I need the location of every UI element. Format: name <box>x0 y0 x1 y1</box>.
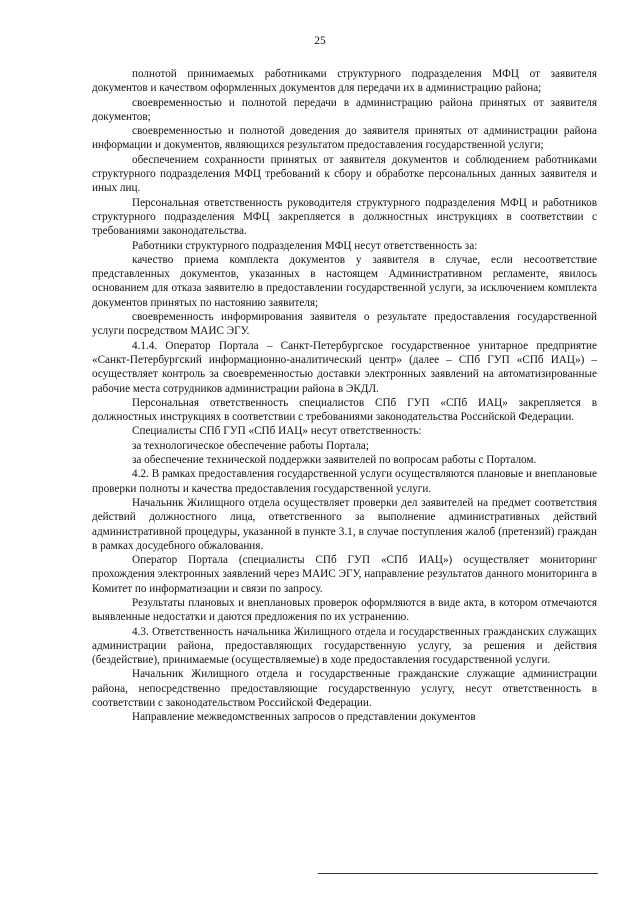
paragraph: 4.3. Ответственность начальника Жилищного отдела и государственных гражданских служащих администрации района, предоставляющих государственную услугу, за решения и действия (бездействие), принимаемые (осуществляемые) в ходе предоставления государственной услуги. <box>92 625 597 667</box>
paragraph: своевременность информирования заявителя о результате предоставления государственной услуги посредством МАИС ЭГУ. <box>92 311 597 338</box>
paragraph: Специалисты СПб ГУП «СПб ИАЦ» несут ответственность: <box>132 425 422 438</box>
document-body <box>92 67 597 725</box>
paragraph: Персональная ответственность руководителя структурного подразделения МФЦ и работников структурного подразделения МФЦ закрепляется в должностных инструкциях в соответствии с требованиями законодательства. <box>92 196 597 238</box>
paragraph: Результаты плановых и внеплановых проверок оформляются в виде акта, в котором отмечаются выявленные недостатки и даются предложения по их устранению. <box>92 596 597 624</box>
paragraph: 4.1.4. Оператор Портала – Санкт-Петербургское государственное унитарное предприятие «Санкт-Петербургский информационно-аналитический центр» (далее – СПб ГУП «СПб ИАЦ») – осуществляет контроль за своевременностью доставки электронных заявлений на автоматизированные рабочие места сотрудников администрации района в ЭКДЛ. <box>92 339 597 395</box>
paragraph: своевременностью и полнотой доведения до заявителя принятых от администрации района информации и документов, являющихся результатом предоставления государственной услуги; <box>92 125 597 152</box>
paragraph: обеспечением сохранности принятых от заявителя документов и соблюдением работниками структурного подразделения МФЦ требований к сбору и обработке персональных данных заявителя и иных лиц. <box>92 153 597 195</box>
paragraph: за обеспечение технической поддержки заявителей по вопросам работы с Порталом. <box>132 454 537 467</box>
footer-divider <box>318 873 598 874</box>
paragraph: полнотой принимаемых работниками структурного подразделения МФЦ от заявителя документов и качеством оформленных документов для передачи их в администрацию района; <box>92 68 597 95</box>
paragraph: своевременностью и полнотой передачи в администрацию района принятых от заявителя документов; <box>92 96 597 123</box>
paragraph: Начальник Жилищного отдела осуществляет проверки дел заявителей на предмет соответствия действий должностного лица, ответственного за выполнение административных действий административной процедуры, указанной в пункте 3.1, в случае поступления жалоб (претензий) граждан в рамках досудебного обжалования. <box>92 496 597 552</box>
paragraph: Персональная ответственность специалистов СПб ГУП «СПб ИАЦ» закрепляется в должностных инструкциях в соответствии с требованиями законодательства Российской Федерации. <box>92 396 597 424</box>
paragraph: качество приема комплекта документов у заявителя в случае, если несоответствие представленных документов, указанных в настоящем Административном регламенте, явилось основанием для отказа заявителю в предоставлении государственной услуги, за исключением комплекта документов принятых по настоянию заявителя; <box>92 253 597 309</box>
paragraph: Начальник Жилищного отдела и государственные гражданские служащие администрации района, непосредственно предоставляющие государственную услугу, несут ответственность в соответствии с законодательством Российской Федерации. <box>92 668 597 710</box>
paragraph: Направление межведомственных запросов о представлении документов <box>132 711 476 724</box>
paragraph: 4.2. В рамках предоставления государственной услуги осуществляются плановые и внеплановые проверки полноты и качества предоставления государственной услуги. <box>92 468 597 495</box>
paragraph: Оператор Портала (специалисты СПб ГУП «СПб ИАЦ») осуществляет мониторинг прохождения электронных заявлений через МАИС ЭГУ, направление результатов данного мониторинга в Комитет по информатизации и связи по запросу. <box>92 554 597 595</box>
paragraph: Работники структурного подразделения МФЦ несут ответственность за: <box>132 239 478 252</box>
page-number: 25 <box>314 35 326 47</box>
paragraph: за технологическое обеспечение работы Портала; <box>132 439 369 452</box>
